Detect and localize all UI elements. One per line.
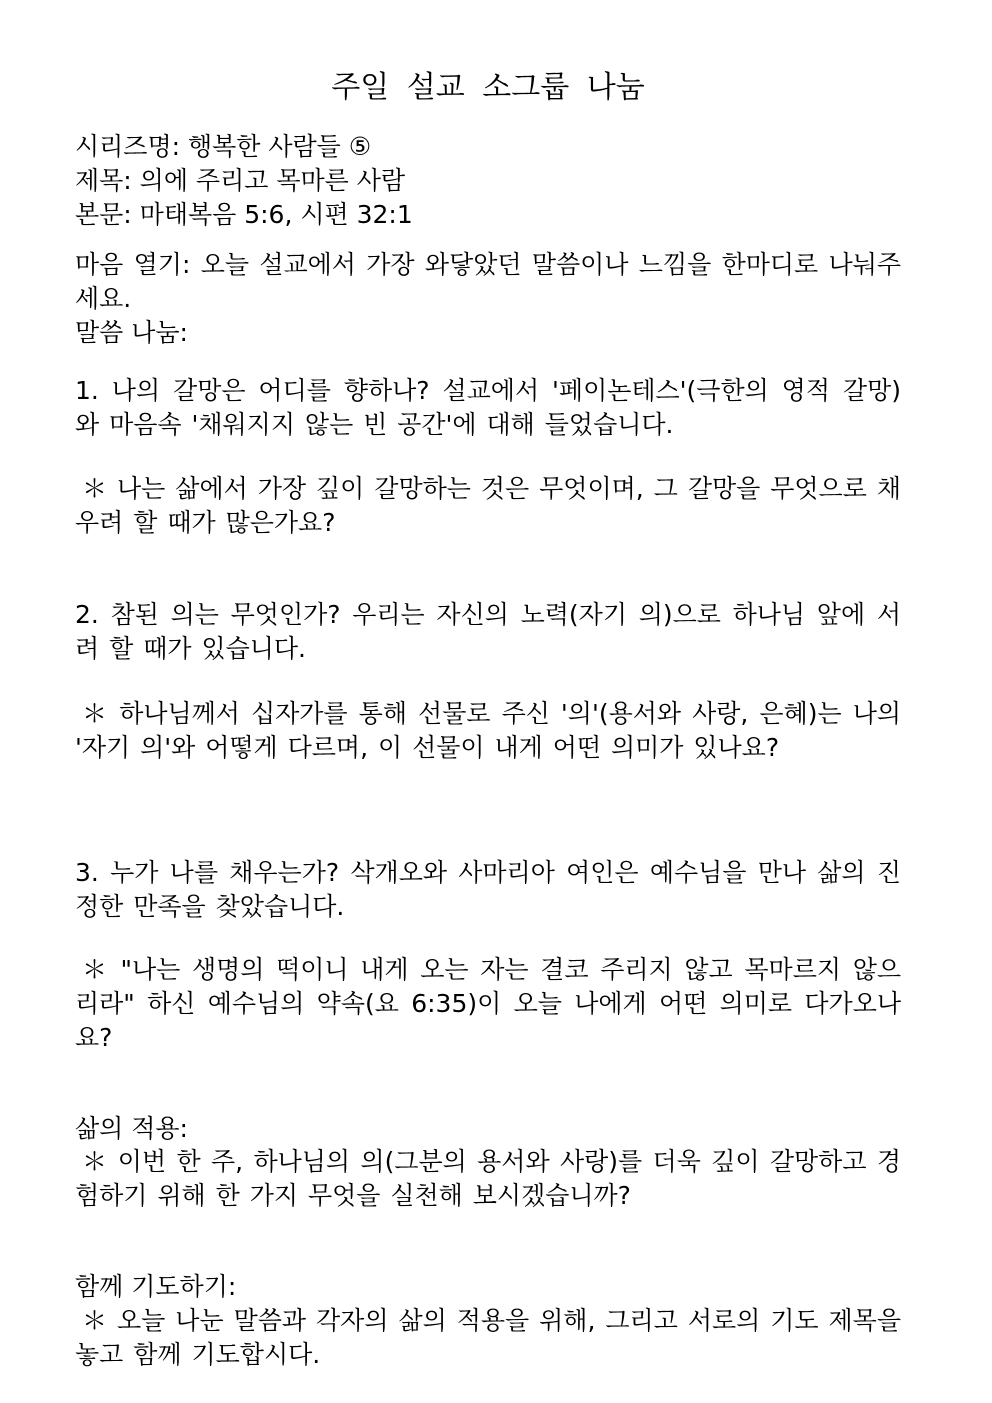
question-3-prompt: ＊ "나는 생명의 떡이니 내게 오는 자는 결코 주리지 않고 목마르지 않으리라" 하신 예수님의 약속(요 6:35)이 오늘 나에게 어떤 의미로 다가오나요? (75, 955, 901, 1052)
question-1-prompt: ＊ 나는 삶에서 가장 깊이 갈망하는 것은 무엇이며, 그 갈망을 무엇으로 채우려 할 때가 많은가요? (75, 474, 901, 537)
subject-line: 제목: 의에 주리고 목마른 사람 (75, 166, 406, 195)
sermon-meta (75, 130, 901, 232)
sharing-label: 말씀 나눔: (75, 318, 188, 347)
scripture-line: 본문: 마태복음 5:6, 시편 32:1 (75, 200, 413, 229)
prayer-text: ＊ 오늘 나눈 말씀과 각자의 삶의 적용을 위해, 그리고 서로의 기도 제목을 놓고 함께 기도합시다. (75, 1306, 901, 1369)
document-title: 주일 설교 소그룹 나눔 (331, 70, 645, 105)
application-text: ＊ 이번 한 주, 하나님의 의(그분의 용서와 사랑)를 더욱 깊이 갈망하고 경험하기 위해 한 가지 무엇을 실천해 보시겠습니까? (75, 1147, 901, 1210)
question-2-prompt: ＊ 하나님께서 십자가를 통해 선물로 주신 '의'(용서와 사랑, 은혜)는 나의 '자기 의'와 어떻게 다르며, 이 선물이 내게 어떤 의미가 있나요? (75, 699, 901, 762)
prayer-label: 함께 기도하기: (75, 1272, 237, 1301)
series-line: 시리즈명: 행복한 사람들 ⑤ (75, 132, 372, 161)
question-1-heading: 1. 나의 갈망은 어디를 향하나? 설교에서 '페이논테스'(극한의 영적 갈망)와 마음속 '채워지지 않는 빈 공간'에 대해 들었습니다. (75, 376, 901, 439)
application-label: 삶의 적용: (75, 1114, 188, 1143)
question-2-heading: 2. 참된 의는 무엇인가? 우리는 자신의 노력(자기 의)으로 하나님 앞에 서려 할 때가 있습니다. (75, 600, 901, 663)
opening-question: 마음 열기: 오늘 설교에서 가장 와닿았던 말씀이나 느낌을 한마디로 나눠주세요. (75, 250, 901, 313)
question-3-heading: 3. 누가 나를 채우는가? 삭개오와 사마리아 여인은 예수님을 만나 삶의 진정한 만족을 찾았습니다. (75, 858, 901, 921)
